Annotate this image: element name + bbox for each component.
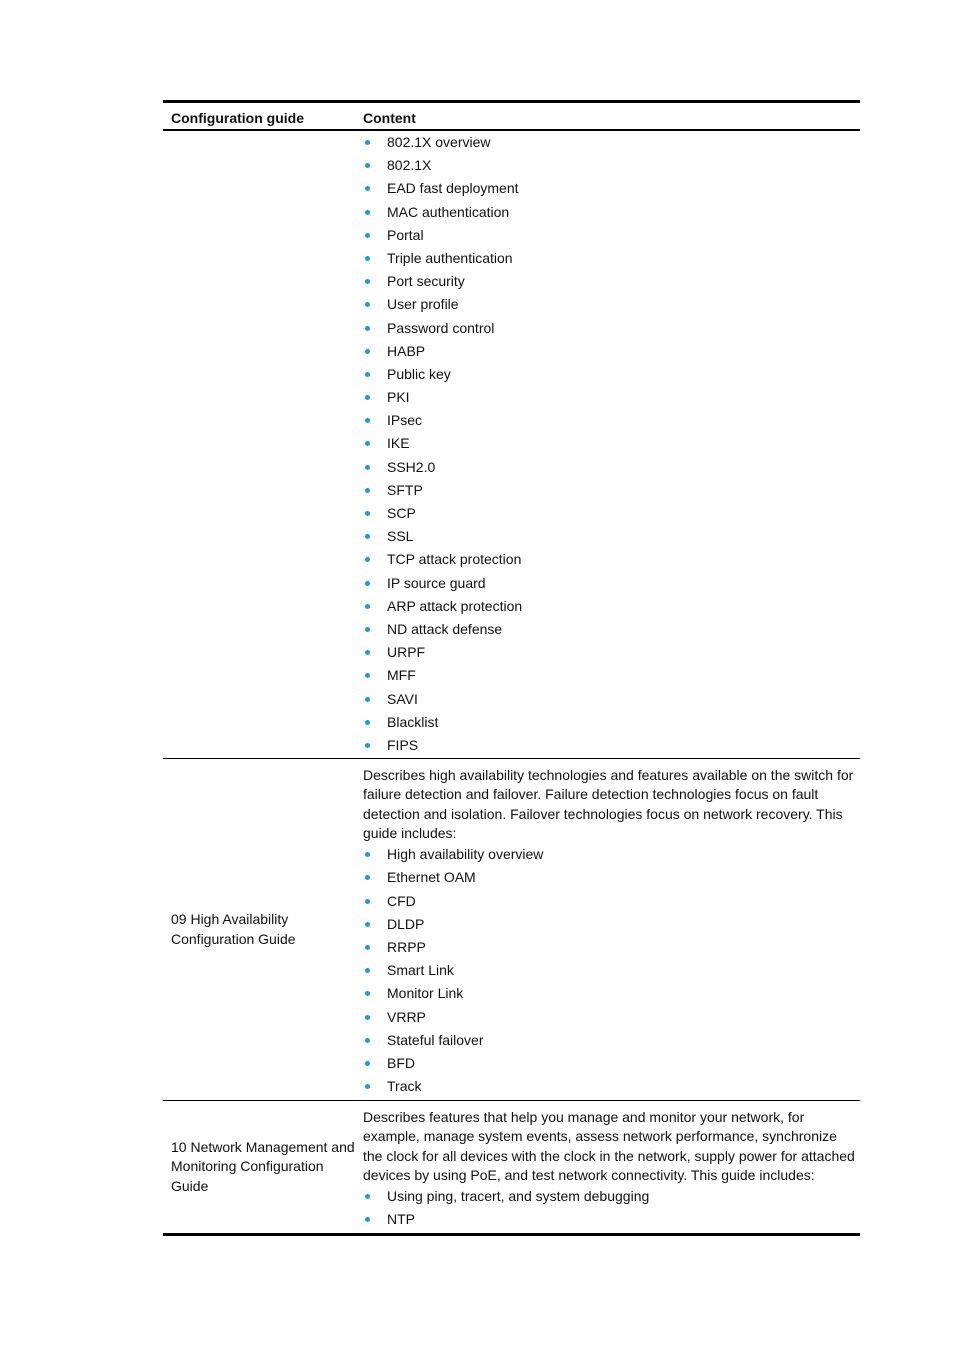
list-item (363, 936, 860, 959)
list-item (363, 525, 860, 548)
list-item (363, 890, 860, 913)
list-item (363, 340, 860, 363)
header-content: Content (363, 109, 416, 126)
feature-list (363, 131, 860, 757)
list-item (363, 363, 860, 386)
bullet-icon (365, 534, 370, 539)
list-item-label: Password control (387, 319, 495, 336)
table-row (163, 1101, 860, 1233)
list-item (363, 664, 860, 687)
list-item-label: PKI (387, 389, 410, 406)
list-item-label: URPF (387, 644, 426, 661)
bullet-icon (365, 604, 370, 609)
list-item-label: High availability overview (387, 846, 544, 863)
list-item (363, 641, 860, 664)
list-item-label: EAD fast deployment (387, 180, 519, 197)
list-item-label: Public key (387, 365, 451, 382)
list-item (363, 479, 860, 502)
bullet-icon (365, 557, 370, 562)
list-item (363, 293, 860, 316)
bullet-icon (365, 899, 370, 904)
bullet-icon (365, 395, 370, 400)
list-item-label: Portal (387, 226, 424, 243)
list-item-label: Smart Link (387, 962, 454, 979)
list-item (363, 688, 860, 711)
bullet-icon (365, 1061, 370, 1066)
list-item-label: User profile (387, 296, 459, 313)
bullet-icon (365, 968, 370, 973)
bullet-icon (365, 465, 370, 470)
bullet-icon (365, 349, 370, 354)
bullet-icon (365, 673, 370, 678)
bullet-icon (365, 991, 370, 996)
guide-content (363, 131, 860, 758)
list-item-label: ND attack defense (387, 620, 503, 637)
list-item (363, 1029, 860, 1052)
list-item (363, 982, 860, 1005)
list-item-label: VRRP (387, 1008, 426, 1025)
guide-name: 10 Network Management and Monitoring Configuration Guide (171, 1139, 355, 1194)
bullet-icon (365, 326, 370, 331)
list-item-label: NTP (387, 1211, 415, 1228)
list-item-label: Monitor Link (387, 985, 464, 1002)
list-item (363, 711, 860, 734)
list-item (363, 572, 860, 595)
list-item-label: Triple authentication (387, 249, 513, 266)
list-item-label: CFD (387, 892, 416, 909)
list-item-label: ARP attack protection (387, 597, 523, 614)
list-item (363, 154, 860, 177)
guide-description: Describes features that help you manage and monitor your network, for example, manage system events, assess network performance, synchronize the clock for all devices with the clock in the network, supply power for attached devices by using PoE, and test network connectivity. This guide includes: (363, 1109, 855, 1183)
bullet-icon (365, 418, 370, 423)
list-item (363, 595, 860, 618)
bullet-icon (365, 922, 370, 927)
list-item (363, 1075, 860, 1098)
bullet-icon (365, 875, 370, 880)
bullet-icon (365, 1015, 370, 1020)
list-item (363, 502, 860, 525)
list-item-label: FIPS (387, 736, 419, 753)
list-item (363, 866, 860, 889)
feature-list (363, 1185, 860, 1231)
configuration-guide-table (163, 100, 860, 1236)
list-item-label: 802.1X overview (387, 134, 491, 150)
list-item (363, 1185, 860, 1208)
bullet-icon (365, 1084, 370, 1089)
list-item-label: IP source guard (387, 574, 486, 591)
list-item (363, 843, 860, 866)
bullet-icon (365, 233, 370, 238)
list-item-label: SAVI (387, 690, 418, 707)
bullet-icon (365, 140, 370, 145)
list-item (363, 247, 860, 270)
list-item-label: Stateful failover (387, 1031, 484, 1048)
table-header (163, 103, 860, 131)
list-item-label: MAC authentication (387, 203, 510, 220)
bullet-icon (365, 163, 370, 168)
list-item (363, 618, 860, 641)
list-item (363, 177, 860, 200)
bullet-icon (365, 650, 370, 655)
list-item (363, 1052, 860, 1075)
feature-list (363, 843, 860, 1098)
list-item (363, 432, 860, 455)
guide-name (163, 131, 363, 758)
bullet-icon (365, 1194, 370, 1199)
list-item (363, 1006, 860, 1029)
bullet-icon (365, 441, 370, 446)
list-item (363, 1208, 860, 1231)
list-item (363, 317, 860, 340)
list-item-label: 802.1X (387, 157, 432, 174)
list-item-label: RRPP (387, 938, 426, 955)
list-item (363, 131, 860, 154)
table-row (163, 131, 860, 759)
bullet-icon (365, 945, 370, 950)
list-item-label: MFF (387, 667, 416, 684)
bullet-icon (365, 697, 370, 702)
bullet-icon (365, 279, 370, 284)
list-item-label: SFTP (387, 481, 423, 498)
list-item (363, 224, 860, 247)
list-item (363, 201, 860, 224)
list-item-label: DLDP (387, 915, 425, 932)
table-row (163, 759, 860, 1101)
bullet-icon (365, 210, 370, 215)
list-item (363, 734, 860, 757)
list-item (363, 409, 860, 432)
bullet-icon (365, 256, 370, 261)
bullet-icon (365, 372, 370, 377)
bullet-icon (365, 511, 370, 516)
bullet-icon (365, 852, 370, 857)
list-item-label: BFD (387, 1054, 415, 1071)
list-item-label: Using ping, tracert, and system debugging (387, 1188, 650, 1205)
guide-content (363, 759, 860, 1100)
list-item-label: IPsec (387, 412, 423, 429)
list-item-label: HABP (387, 342, 426, 359)
bullet-icon (365, 627, 370, 632)
bullet-icon (365, 1217, 370, 1222)
bullet-icon (365, 186, 370, 191)
list-item-label: SCP (387, 505, 416, 521)
list-item (363, 913, 860, 936)
bullet-icon (365, 581, 370, 586)
list-item-label: IKE (387, 435, 410, 452)
list-item-label: Track (387, 1078, 422, 1095)
bullet-icon (365, 488, 370, 493)
list-item-label: Blacklist (387, 713, 439, 730)
list-item (363, 270, 860, 293)
guide-name: 09 High Availability Configuration Guide (171, 911, 296, 947)
list-item-label: Ethernet OAM (387, 869, 476, 886)
guide-description: Describes high availability technologies and features available on the switch for failure detection and failover. Failure detection technologies focus on fault detection and isolation. Failover technologies focus on network recovery. This guide includes: (363, 767, 854, 841)
list-item-label: SSL (387, 528, 414, 545)
bullet-icon (365, 1038, 370, 1043)
list-item (363, 386, 860, 409)
list-item-label: Port security (387, 273, 465, 290)
bullet-icon (365, 720, 370, 725)
list-item-label: SSH2.0 (387, 458, 436, 475)
guide-content (363, 1101, 860, 1233)
list-item (363, 456, 860, 479)
bullet-icon (365, 743, 370, 748)
header-configuration-guide: Configuration guide (171, 109, 304, 126)
list-item (363, 548, 860, 571)
bullet-icon (365, 302, 370, 307)
list-item-label: TCP attack protection (387, 551, 522, 568)
list-item (363, 959, 860, 982)
